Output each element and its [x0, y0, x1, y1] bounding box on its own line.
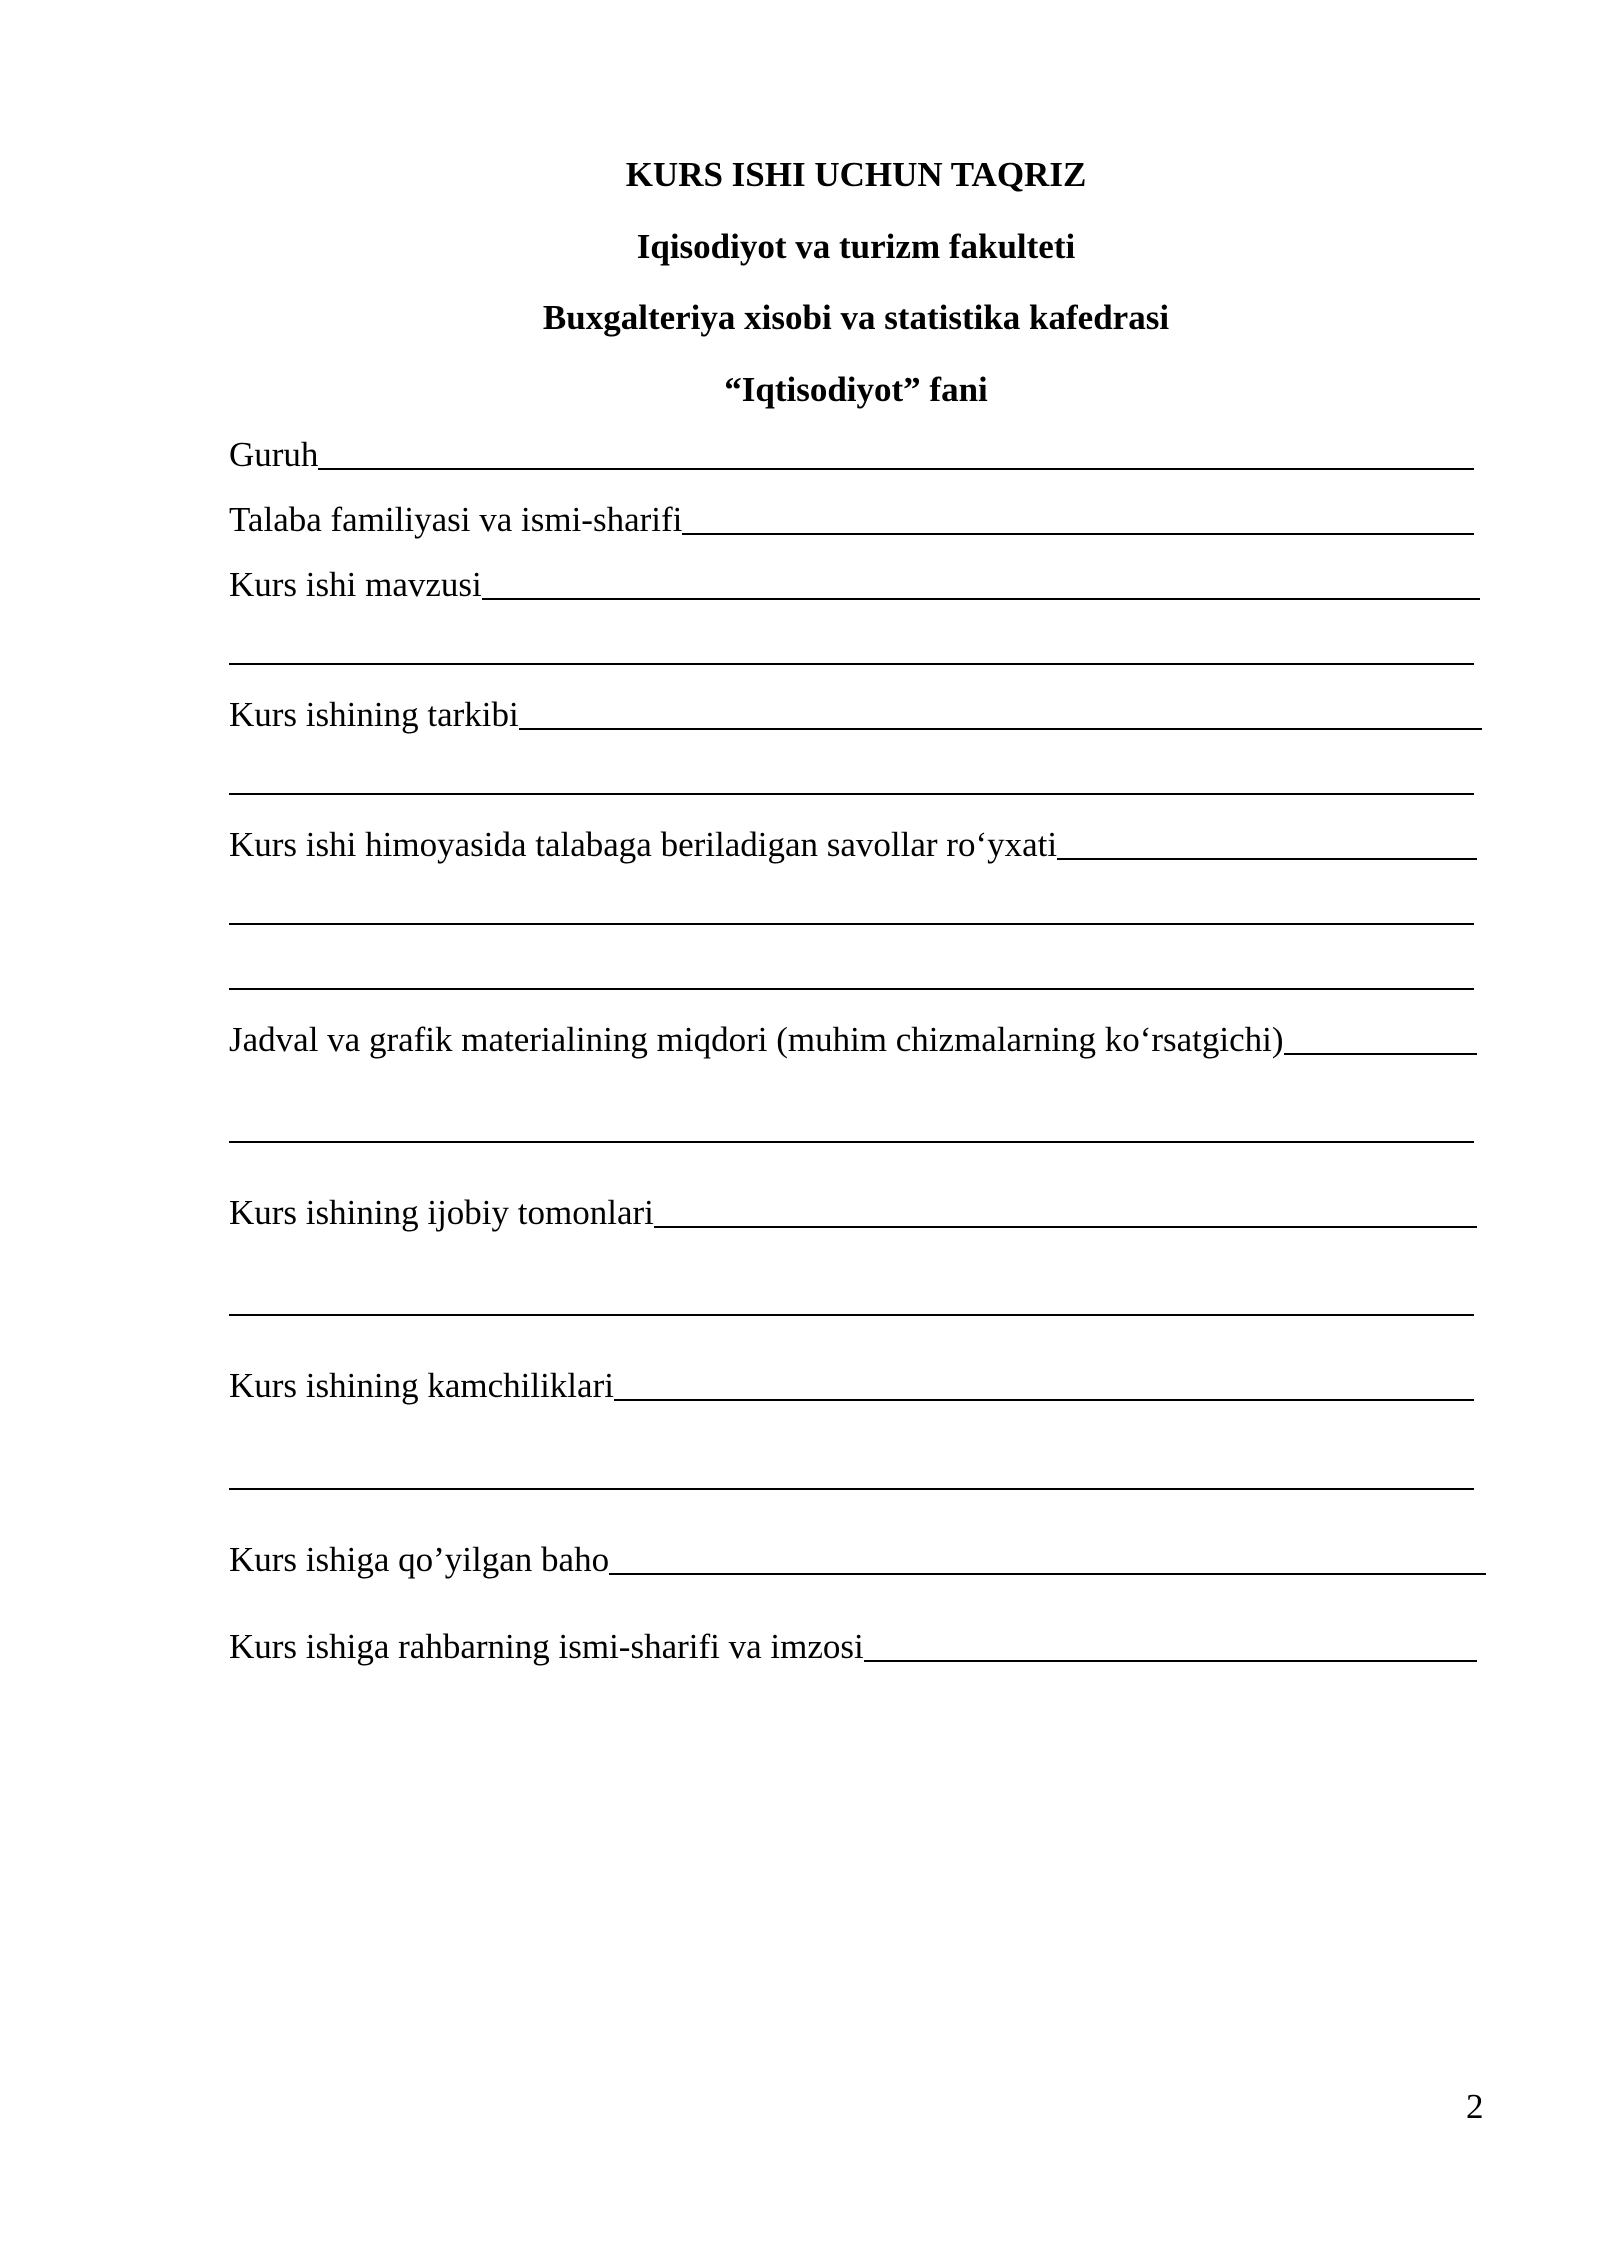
student-name-input-line[interactable] — [682, 532, 1474, 535]
supervisor-field[interactable] — [229, 1627, 1477, 1667]
shortcomings-continuation-line[interactable] — [229, 1488, 1474, 1490]
positive-aspects-field[interactable] — [229, 1193, 1477, 1233]
faculty-name: Iqisodiyot va turizm fakulteti — [636, 227, 1076, 266]
positive-aspects-label: Kurs ishining ijobiy tomonlari — [229, 1193, 654, 1232]
supervisor-label: Kurs ishiga rahbarning ismi-sharifi va imzosi — [229, 1627, 864, 1666]
positive-aspects-input-line[interactable] — [654, 1225, 1477, 1228]
tables-graphics-input-line[interactable] — [1284, 1052, 1477, 1055]
group-label: Guruh — [229, 435, 319, 474]
tables-graphics-field[interactable] — [229, 1020, 1477, 1060]
positive-aspects-continuation-line[interactable] — [229, 1314, 1474, 1316]
group-input-line[interactable] — [318, 467, 1474, 470]
questions-label: Kurs ishi himoyasida talabaga beriladigan savollar ro‘yxati — [229, 825, 1058, 864]
grade-field[interactable] — [229, 1540, 1486, 1580]
group-field[interactable] — [229, 435, 1474, 475]
subject-name: “Iqtisodiyot” fani — [724, 370, 988, 409]
structure-input-line[interactable] — [519, 727, 1482, 730]
shortcomings-label: Kurs ishining kamchiliklari — [229, 1366, 614, 1405]
grade-label: Kurs ishiga qo’yilgan baho — [229, 1540, 610, 1579]
questions-input-line[interactable] — [1057, 857, 1477, 860]
supervisor-input-line[interactable] — [864, 1659, 1477, 1662]
shortcomings-field[interactable] — [229, 1366, 1474, 1406]
student-name-field[interactable] — [229, 500, 1474, 540]
structure-field[interactable] — [229, 695, 1482, 735]
department-name: Buxgalteriya xisobi va statistika kafedrasi — [542, 298, 1170, 337]
form-title: KURS ISHI UCHUN TAQRIZ — [625, 155, 1087, 194]
student-name-label: Talaba familiyasi va ismi-sharifi — [229, 500, 683, 539]
page-number: 2 — [1466, 2087, 1484, 2126]
questions-field[interactable] — [229, 825, 1477, 865]
topic-label: Kurs ishi mavzusi — [229, 565, 482, 604]
topic-field[interactable] — [229, 565, 1480, 605]
topic-continuation-line[interactable] — [229, 663, 1474, 665]
structure-label: Kurs ishining tarkibi — [229, 695, 519, 734]
tables-graphics-label: Jadval va grafik materialining miqdori (muhim chizmalarning ko‘rsatgichi) — [229, 1020, 1284, 1059]
tables-graphics-continuation-line[interactable] — [229, 1141, 1474, 1143]
shortcomings-input-line[interactable] — [614, 1398, 1474, 1401]
questions-continuation-line-2[interactable] — [229, 988, 1474, 990]
grade-input-line[interactable] — [609, 1572, 1486, 1575]
structure-continuation-line[interactable] — [229, 793, 1474, 795]
topic-input-line[interactable] — [482, 597, 1480, 600]
questions-continuation-line-1[interactable] — [229, 923, 1474, 925]
